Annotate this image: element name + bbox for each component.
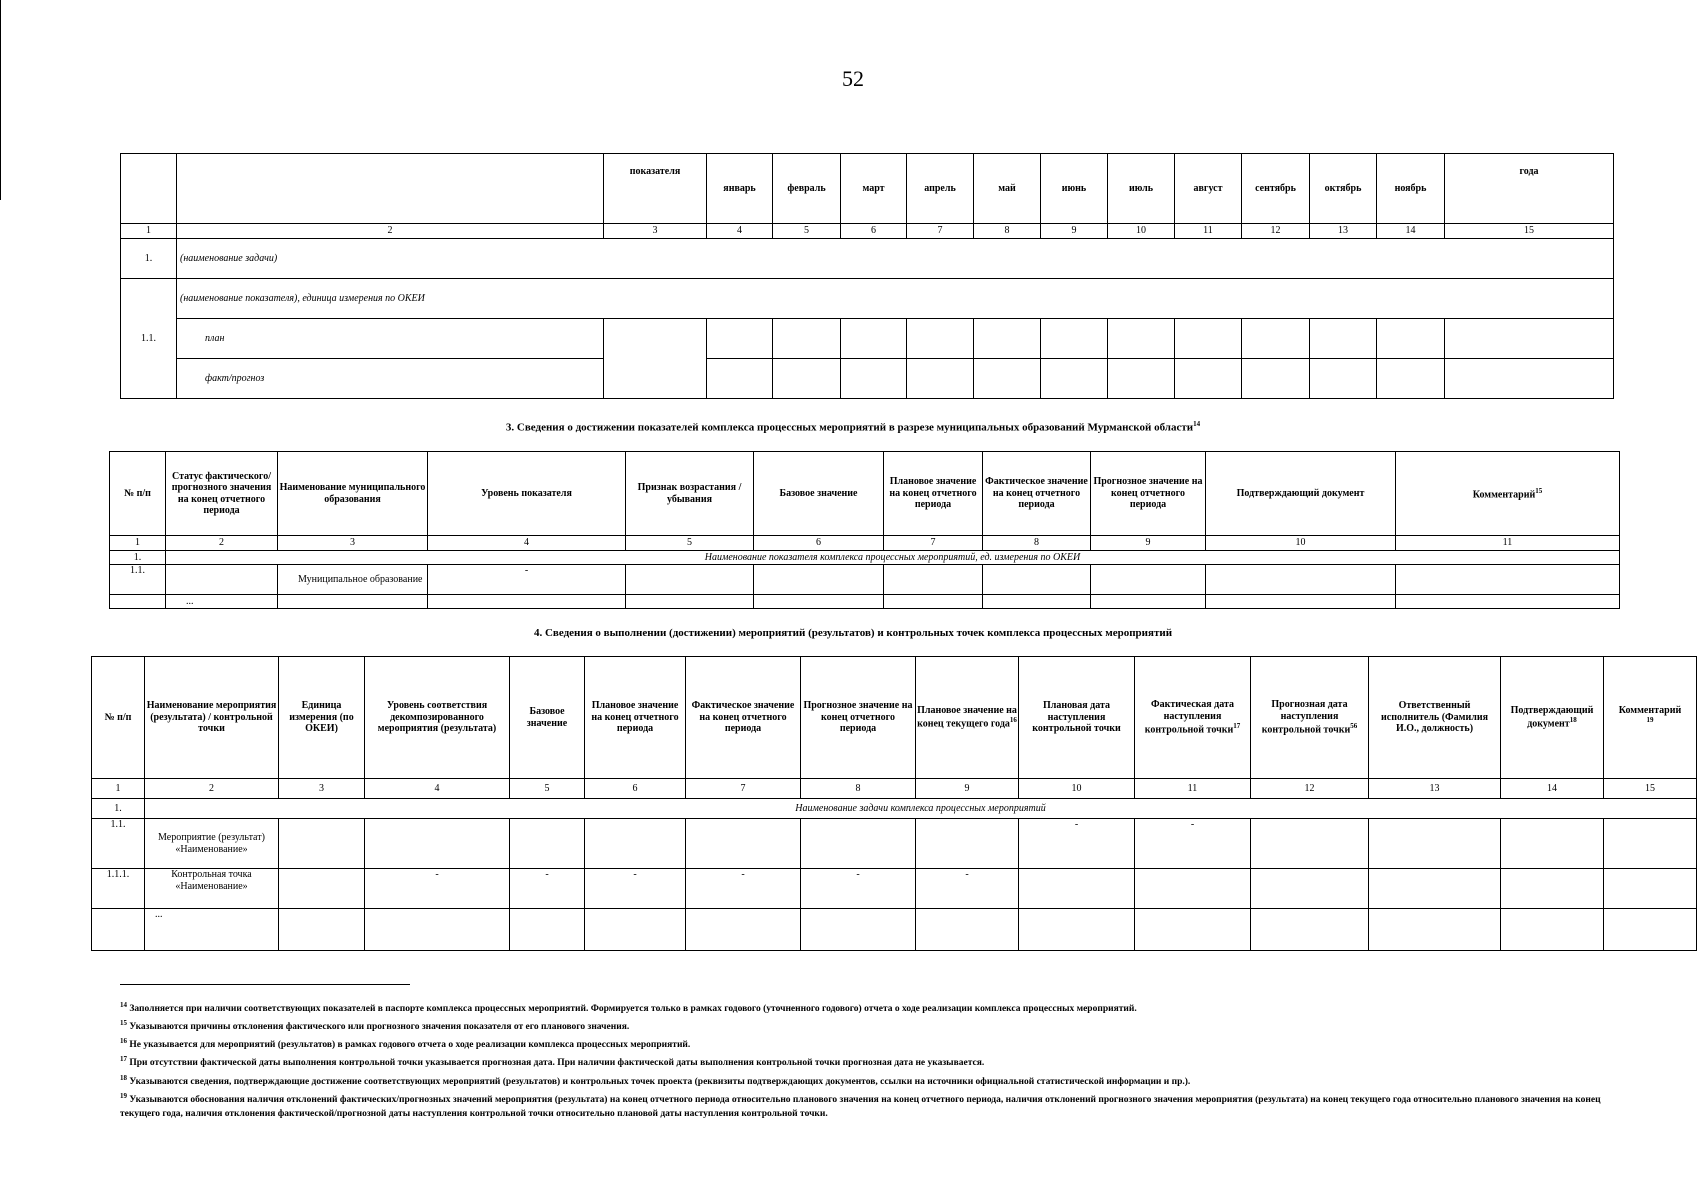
t1-n9: 9 [1041,224,1108,239]
t1-n7: 7 [907,224,974,239]
t4-cell [1019,909,1135,951]
t3-h-base: Базовое значение [754,452,884,536]
t4-n15: 15 [1604,779,1697,799]
left-margin-line [0,0,1,200]
t3-cell [1396,595,1620,609]
municipal-indicator-table [109,451,1620,609]
t1-plan-cell [1377,319,1445,359]
page-number: 52 [842,66,864,91]
t4-cell [1604,909,1697,951]
t1-h-apr: апрель [907,154,974,224]
t4-h-unit: Единица измерения (по ОКЕИ) [279,657,365,779]
t1-h1 [121,154,177,224]
t1-h-jun: июнь [1041,154,1108,224]
t3-cell [110,595,166,609]
t3-cell [428,595,626,609]
t1-h-may: май [974,154,1041,224]
t3-h-level: Уровень показателя [428,452,626,536]
t4-cell [916,909,1019,951]
t4-cell [585,819,686,869]
t4-n5: 5 [510,779,585,799]
t3-cell [884,565,983,595]
t4-n7: 7 [686,779,801,799]
t1-plan-cell [1175,319,1242,359]
t1-plan-unit [604,319,707,399]
t4-cell [1604,819,1697,869]
t3-cell [884,595,983,609]
t3-cell [278,595,428,609]
t4-n1: 1 [92,779,145,799]
t1-n12: 12 [1242,224,1310,239]
footnote-17: $^{17}$ При отсутствии фактической даты выполнения контрольной точки указывается прогнозная дата. При наличии фактической даты выполнения контрольной точки прогнозная дата не указывается. [120,1055,985,1069]
t1-n3: 3 [604,224,707,239]
t1-h-oct: октябрь [1310,154,1377,224]
t1-n5: 5 [773,224,841,239]
t4-cell [365,819,510,869]
t4-h-base: Базовое значение [510,657,585,779]
t1-h-nov: ноябрь [1377,154,1445,224]
t3-row1-num: 1. [110,551,166,565]
t1-n13: 13 [1310,224,1377,239]
t4-row2-plan-date: - [1019,819,1135,869]
t4-cell [279,869,365,909]
t1-fact-cell [773,359,841,399]
t3-row3-dots: ... [166,595,278,609]
t4-h-plan-date: Плановая дата наступления контрольной точки [1019,657,1135,779]
t1-fact-cell [1242,359,1310,399]
t1-plan-cell [707,319,773,359]
t3-row2-num: 1.1. [110,565,166,595]
t1-fact-cell [841,359,907,399]
t4-h-plan-year: Плановое значение на конец текущего года$^{16}$ [916,657,1019,779]
t4-cell [916,819,1019,869]
t3-n6: 6 [754,536,884,551]
t3-h-forecast: Прогнозное значение на конец отчетного периода [1091,452,1206,536]
t1-plan-cell [907,319,974,359]
t4-cell [1501,819,1604,869]
footnote-16: $^{16}$ Не указывается для мероприятий (результатов) в рамках годового отчета о ходе реализации комплекса процессных мероприятий. [120,1037,691,1051]
t3-n2: 2 [166,536,278,551]
t4-n2: 2 [145,779,279,799]
t3-n5: 5 [626,536,754,551]
t4-h-plan: Плановое значение на конец отчетного периода [585,657,686,779]
t4-cell [92,909,145,951]
t4-n4: 4 [365,779,510,799]
t1-h2 [177,154,604,224]
t4-cell [801,819,916,869]
t4-row3-base: - [510,869,585,909]
t3-n1: 1 [110,536,166,551]
t1-fact-cell [907,359,974,399]
t4-n14: 14 [1501,779,1604,799]
t3-h-plan: Плановое значение на конец отчетного периода [884,452,983,536]
t1-plan-cell [1310,319,1377,359]
footnote-15: $^{15}$ Указываются причины отклонения фактического или прогнозного значения показателя от его планового значения. [120,1019,630,1033]
t1-h-sep: сентябрь [1242,154,1310,224]
t4-h-name: Наименование мероприятия (результата) / контрольной точки [145,657,279,779]
t4-h-level: Уровень соответствия декомпозированного мероприятия (результата) [365,657,510,779]
t4-n9: 9 [916,779,1019,799]
t4-row2-text: Мероприятие (результат) «Наименование» [145,819,279,869]
t4-n11: 11 [1135,779,1251,799]
t4-h-forecast: Прогнозное значение на конец отчетного периода [801,657,916,779]
t3-cell [1091,565,1206,595]
t1-plan-cell [1242,319,1310,359]
t3-row2-status [166,565,278,595]
t3-cell [1206,595,1396,609]
t4-cell [1501,909,1604,951]
t1-fact-cell [1175,359,1242,399]
t3-row2-mo: Муниципальное образование [278,565,428,595]
t3-cell [983,595,1091,609]
t3-cell [626,595,754,609]
t4-row4-dots: ... [145,909,279,951]
t1-h-year: года [1445,154,1614,224]
monthly-indicator-table [120,153,1614,399]
t4-row3-plan: - [585,869,686,909]
t4-h-comment: Комментарий $^{19}$ [1604,657,1697,779]
t1-row1-num: 1. [121,239,177,279]
t3-n3: 3 [278,536,428,551]
t3-h-doc: Подтверждающий документ [1206,452,1396,536]
t4-h-doc: Подтверждающий документ$^{18}$ [1501,657,1604,779]
t1-fact-cell [974,359,1041,399]
t4-cell [365,909,510,951]
t3-cell [1396,565,1620,595]
t1-n1: 1 [121,224,177,239]
t4-h-executor: Ответственный исполнитель (Фамилия И.О., должность) [1369,657,1501,779]
t1-fact-cell [1108,359,1175,399]
t1-row2-num: 1.1. [121,279,177,399]
t4-cell [510,819,585,869]
t4-cell [1135,869,1251,909]
t4-n6: 6 [585,779,686,799]
footnotes [120,998,1610,1121]
t3-n11: 11 [1396,536,1620,551]
t4-cell [1369,909,1501,951]
t4-row3-num: 1.1.1. [92,869,145,909]
t4-cell [510,909,585,951]
t1-n10: 10 [1108,224,1175,239]
t4-row3-forecast: - [801,869,916,909]
t1-plan-cell [773,319,841,359]
t1-fact-cell [1310,359,1377,399]
t1-fact-cell [1377,359,1445,399]
t3-row1-text: Наименование показателя комплекса процессных мероприятий, ед. измерения по ОКЕИ [166,551,1620,565]
footnote-19: $^{19}$ Указываются обоснования наличия отклонений фактических/прогнозных значений мероприятия (результата) на конец отчетного периода относительно планового значения на конец отчетного периода, наличия отклонений прогнозного значения мероприятия (результата) на конец текущего года относительно планового значения на конец текущего года, наличия отклонения фактической/прогнозной даты наступления контрольной точки относительно плановой даты наступления контрольной точки. [120,1091,1601,1119]
t1-plan-cell [1041,319,1108,359]
t4-cell [686,909,801,951]
t4-cell [585,909,686,951]
t1-n2: 2 [177,224,604,239]
t4-h-fact: Фактическое значение на конец отчетного периода [686,657,801,779]
t4-h-fact-date: Фактическая дата наступления контрольной точки$^{17}$ [1135,657,1251,779]
t3-h-mo: Наименование муниципального образования [278,452,428,536]
t1-plan-cell [841,319,907,359]
t1-n8: 8 [974,224,1041,239]
t4-row1-num: 1. [92,799,145,819]
t3-h-fact: Фактическое значение на конец отчетного периода [983,452,1091,536]
t1-fact-cell [707,359,773,399]
t4-n12: 12 [1251,779,1369,799]
t1-fact-cell [1041,359,1108,399]
t4-cell [1604,869,1697,909]
t3-n4: 4 [428,536,626,551]
t4-cell [1019,869,1135,909]
t4-n3: 3 [279,779,365,799]
t4-cell [1251,869,1369,909]
t4-row2-fact-date: - [1135,819,1251,869]
t3-cell [754,595,884,609]
t4-cell [1369,819,1501,869]
activities-control-points-table [91,656,1697,951]
t3-h-comment: Комментарий$^{15}$ [1396,452,1620,536]
t4-cell [1369,869,1501,909]
t1-h-jan: январь [707,154,773,224]
t3-h-status: Статус фактического/ прогнозного значения на конец отчетного периода [166,452,278,536]
t1-fact-cell [1445,359,1614,399]
t4-row2-num: 1.1. [92,819,145,869]
t4-row1-text: Наименование задачи комплекса процессных мероприятий [145,799,1697,819]
t3-n9: 9 [1091,536,1206,551]
t4-h-num: № п/п [92,657,145,779]
t1-row1-text: (наименование задачи) [177,239,1614,279]
section3-title: 3. Сведения о достижении показателей комплекса процессных мероприятий в разрезе муниципальных образований Мурманской области$^{14}$ [505,420,1201,434]
t3-n8: 8 [983,536,1091,551]
t3-cell [1091,595,1206,609]
t4-n10: 10 [1019,779,1135,799]
t1-n11: 11 [1175,224,1242,239]
footnote-18: $^{18}$ Указываются сведения, подтверждающие достижение соответствующих мероприятий (результатов) и контрольных точек проекта (реквизиты подтверждающих документов, ссылки на источники официальной статистической информации и пр.). [120,1073,1191,1087]
footnote-14: $^{14}$ Заполняется при наличии соответствующих показателей в паспорте комплекса процессных мероприятий. Формируется только в рамках годового (уточненного годового) отчета о ходе реализации комплекса процессных мероприятий. [120,1001,1137,1015]
t3-h-num: № п/п [110,452,166,536]
t1-plan-cell [1108,319,1175,359]
t1-n4: 4 [707,224,773,239]
t3-cell [1206,565,1396,595]
t1-h3: показателя [604,154,707,224]
t1-n14: 14 [1377,224,1445,239]
t3-n10: 10 [1206,536,1396,551]
footnote-rule [120,984,410,985]
t4-row3-level: - [365,869,510,909]
t4-cell [279,909,365,951]
t4-row3-plan-year: - [916,869,1019,909]
t4-row3-text: Контрольная точка «Наименование» [145,869,279,909]
t4-cell [686,819,801,869]
t4-h-forecast-date: Прогнозная дата наступления контрольной точки$^{56}$ [1251,657,1369,779]
t4-n13: 13 [1369,779,1501,799]
t3-row2-level: - [428,565,626,595]
t1-plan-label: план [177,319,604,359]
t4-cell [1251,909,1369,951]
t3-h-trend: Признак возрастания / убывания [626,452,754,536]
t4-row3-fact: - [686,869,801,909]
t1-n15: 15 [1445,224,1614,239]
t3-cell [626,565,754,595]
t1-row2-text: (наименование показателя), единица измерения по ОКЕИ [177,279,1614,319]
t1-h-mar: март [841,154,907,224]
t1-h-aug: август [1175,154,1242,224]
t4-cell [1251,819,1369,869]
t3-cell [983,565,1091,595]
t4-cell [1135,909,1251,951]
t4-cell [1501,869,1604,909]
t1-h-jul: июль [1108,154,1175,224]
t1-fact-label: факт/прогноз [177,359,604,399]
t4-n8: 8 [801,779,916,799]
t1-plan-cell [974,319,1041,359]
t4-cell [279,819,365,869]
t1-h-feb: февраль [773,154,841,224]
t1-plan-cell [1445,319,1614,359]
t1-n6: 6 [841,224,907,239]
t3-n7: 7 [884,536,983,551]
t3-cell [754,565,884,595]
t4-cell [801,909,916,951]
section4-title: 4. Сведения о выполнении (достижении) мероприятий (результатов) и контрольных точек комплекса процессных мероприятий [533,627,1173,639]
